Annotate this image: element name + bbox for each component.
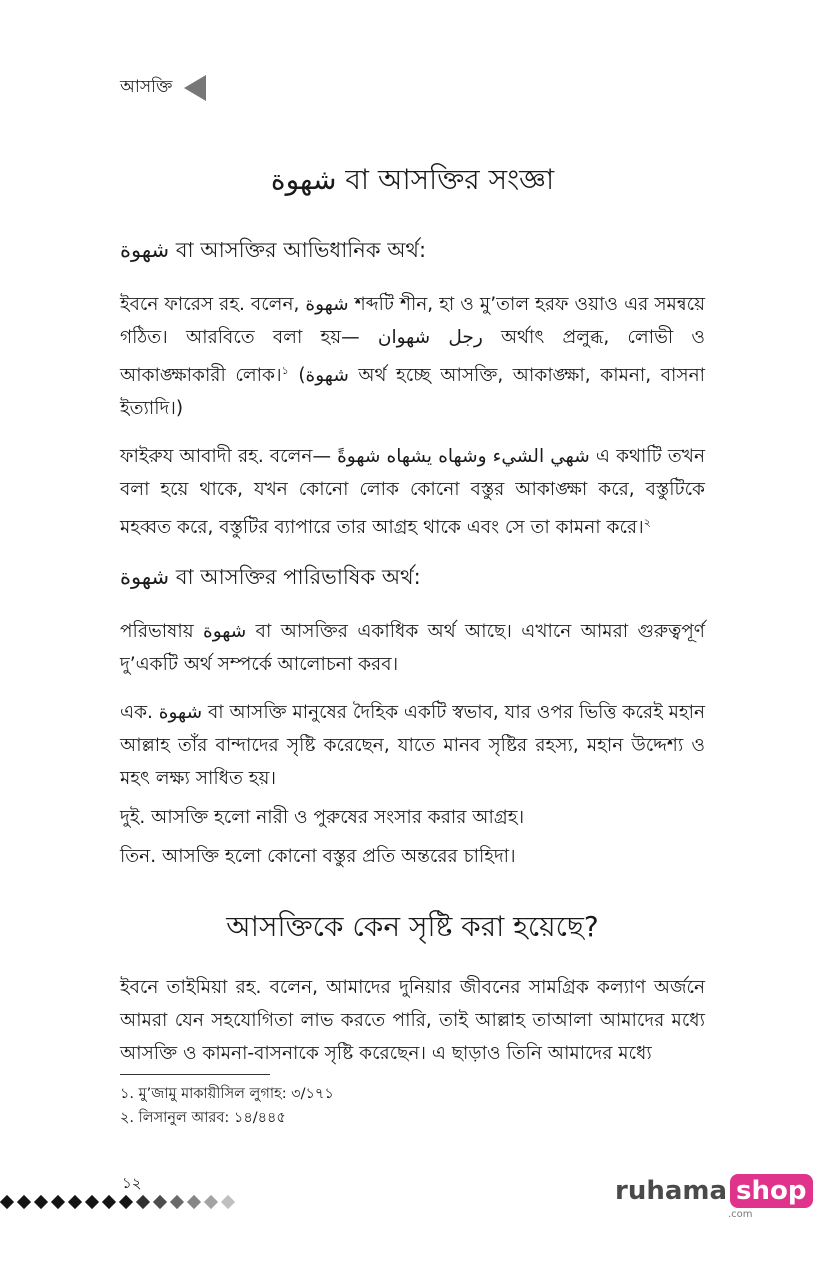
section-heading-why: আসক্তিকে কেন সৃষ্টি করা হয়েছে? <box>226 910 599 944</box>
subheading-technical <box>120 559 705 595</box>
paragraph-ibn-taymiyyah: ইবনে তাইমিয়া রহ. বলেন, আমাদের দুনিয়ার জীবনের সামগ্রিক কল্যাণ অর্জনে আমরা যেন সহযোগিতা লাভ করতে পারি, তাই আল্লাহ তাআলা আমাদের মধ্যে আসক্তি ও কামনা-বাসনাকে সৃষ্টি করেছেন। এ ছাড়াও তিনি আমাদের মধ্যে <box>120 977 705 1065</box>
page-number: ১২ <box>122 1174 142 1192</box>
diamond-icon <box>136 1195 150 1209</box>
arabic-term: شهوة <box>270 163 337 196</box>
footnote-item: ১. মু’জামু মাকায়ীসিল লুগাহ: ৩/১৭১ <box>120 1086 334 1102</box>
diamond-icon <box>221 1195 235 1209</box>
running-head-title: আসক্তি <box>120 77 173 97</box>
page-content <box>120 156 705 1085</box>
running-head <box>120 74 206 102</box>
paragraph-meaning-one: এক. شهوة বা আসক্তি মানুষের দৈহিক একটি স্বভাব, যার ওপর ভিত্তি করেই মহান আল্লাহ তাঁর বান্দাদের সৃষ্টি করেছেন, যাতে মানব সৃষ্টির রহস্য, মহান উদ্দেশ্য ও মহৎ লক্ষ্য সাধিত হয়। <box>120 702 705 790</box>
heading-text: বা আসক্তির সংজ্ঞা <box>336 163 555 196</box>
arabic-term: شهوة <box>305 294 349 315</box>
arabic-term: شهوة <box>120 565 170 590</box>
diamond-icon <box>85 1195 99 1209</box>
footnote-item: ২. লিসানুল আরব: ১৪/৪৪৫ <box>120 1110 286 1126</box>
section-heading-definition <box>120 156 705 204</box>
diamond-icon <box>119 1195 133 1209</box>
arabic-phrase: رجل شهوان <box>377 327 483 348</box>
triangle-marker-icon <box>184 75 206 101</box>
arabic-term: شهوة <box>158 702 203 724</box>
diamond-icon <box>187 1195 201 1209</box>
paragraph-technical-intro: পরিভাষায় شهوة বা আসক্তির একাধিক অর্থ আছে। এখানে আমরা গুরুত্বপূর্ণ দু’একটি অর্থ সম্পর্কে আলোচনা করব। <box>120 621 705 676</box>
subheading-lexical <box>120 232 705 268</box>
publisher-logo <box>615 1174 813 1208</box>
arabic-term: شهوة <box>120 238 170 262</box>
footnote-ref: ১ <box>281 364 289 377</box>
paragraph-meaning-three: তিন. আসক্তি হলো কোনো বস্তুর প্রতি অন্তরের চাহিদা। <box>120 846 516 868</box>
subheading-text: বা আসক্তির পারিভাষিক অর্থ: <box>169 565 421 590</box>
arabic-term: شهوة <box>203 621 247 643</box>
diamond-icon <box>0 1195 14 1209</box>
paragraph-ibn-faris: ইবনে ফারেস রহ. বলেন, شهوة শব্দটি শীন, হা ও মু’তাল হরফ ওয়াও এর সমন্বয়ে গঠিত। আরবিতে বলা হয়— رجل شهوان অর্থাৎ প্রলুব্ধ, লোভী ও আকাঙ্ক্ষাকারী লোক।$^১$ (شهوة অর্থ হচ্ছে আসক্তি, আকাঙ্ক্ষা, কামনা, বাসনা ইত্যাদি।) <box>120 294 706 420</box>
paragraph-meaning-two: দুই. আসক্তি হলো নারী ও পুরুষের সংসার করার আগ্রহ। <box>120 807 525 829</box>
arabic-term: شهوة <box>305 365 349 387</box>
footnotes <box>120 1082 334 1130</box>
diamond-icon <box>204 1195 218 1209</box>
logo-text-shop: shop <box>730 1174 812 1208</box>
diamond-icon <box>153 1195 167 1209</box>
logo-suffix: .com <box>728 1209 753 1220</box>
diamond-icon <box>170 1195 184 1209</box>
diamond-icon <box>51 1195 65 1209</box>
footnote-divider <box>120 1074 270 1075</box>
diamond-icon <box>68 1195 82 1209</box>
arabic-phrase: شهي الشيء وشهاه يشهاه شهوةً <box>337 446 590 468</box>
subheading-text: বা আসক্তির আভিধানিক অর্থ: <box>169 238 427 262</box>
decorative-diamond-row <box>0 1195 235 1209</box>
diamond-icon <box>102 1195 116 1209</box>
diamond-icon <box>17 1195 31 1209</box>
paragraph-fairuzabadi: ফাইরুয আবাদী রহ. বলেন— شهي الشيء وشهاه يشهاه شهوةً এ কথাটি তখন বলা হয়ে থাকে, যখন কোনো লোক কোনো বস্তুর আকাঙ্ক্ষা করে, বস্তুটিকে মহব্বত করে, বস্তুটির ব্যাপারে তার আগ্রহ থাকে এবং সে তা কামনা করে।$^২$ <box>120 446 706 539</box>
diamond-icon <box>34 1195 48 1209</box>
footnote-ref: ২ <box>643 516 651 530</box>
logo-text-ruhama: ruhama <box>615 1176 728 1206</box>
